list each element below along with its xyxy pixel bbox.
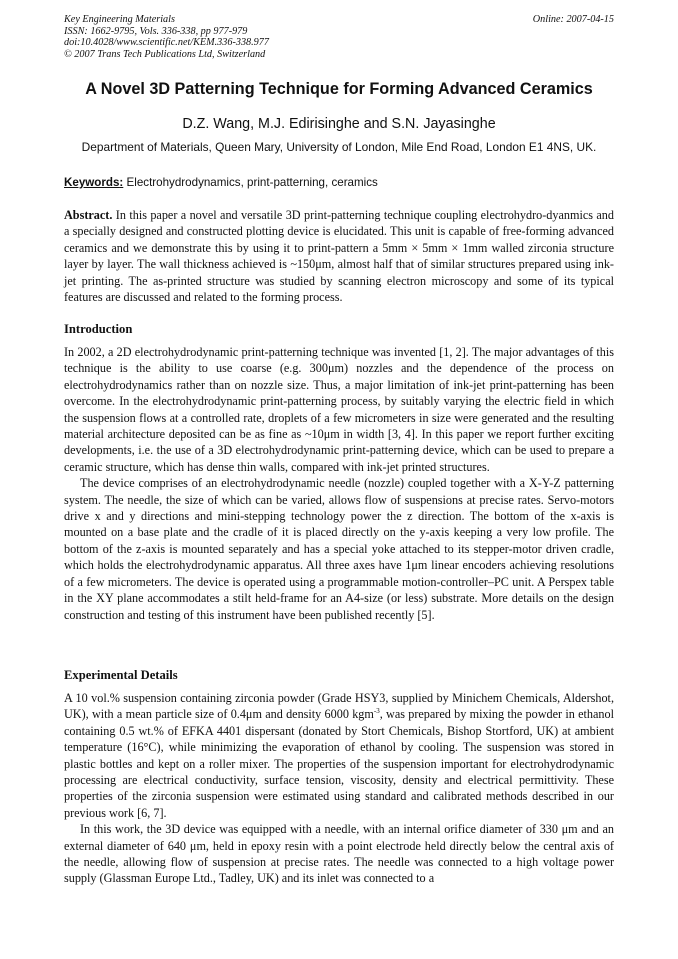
abstract <box>64 207 614 305</box>
introduction-body <box>64 344 614 623</box>
experimental-paragraph-2: In this work, the 3D device was equipped with a needle, with an internal orifice diameter of 330 μm and an external diameter of 640 μm, held in epoxy resin with a point electrode held directly below the central axis of the needle, allowing flow of suspension at precise rates. The needle was connected to a high voltage power supply (Glassman Europe Ltd., Tadley, UK) and its inlet was connected to a <box>64 822 614 886</box>
journal-name: Key Engineering Materials <box>64 14 175 25</box>
author-list: D.Z. Wang, M.J. Edirisinghe and S.N. Jayasinghe <box>182 116 496 132</box>
experimental-heading: Experimental Details <box>64 668 178 682</box>
introduction-paragraph-2: The device comprises of an electrohydrodynamic needle (nozzle) coupled together with a X-Y-Z patterning system. The needle, the size of which can be varied, allows flow of suspensions at precise rates. Servo-motors drive x and y directions and mini-stepping technology power the z direction. The bottom of the x-axis is mounted on a base plate and the cradle of it is placed directly on the y-axis keeping a very low profile. The bottom of the z-axis is mounted separately and has a special yoke attached to its stepper-motor driven cradle, which holds the electrohydrodynamic apparatus. All three axes have 1μm linear encoders achieving resolutions of a few micrometers. The device is operated using a programmable motion-controller–PC unit. A Perspex table in the XY plane accommodates a stilt held-frame for an A4-size (or less) substrate. More details on the design construction and testing of this instrument have been published recently [5]. <box>64 476 614 622</box>
unit-superscript: -3 <box>373 707 380 716</box>
experimental-p1-part-a: A 10 vol.% suspension containing zirconia powder (Grade HSY3, supplied by Minichem Chemicals, Aldershot, UK), with a mean particle size of 0.4μm and density 6000 kgm <box>64 691 614 722</box>
affiliation: Department of Materials, Queen Mary, University of London, Mile End Road, London E1 4NS, UK. <box>81 140 597 154</box>
doi-line: doi:10.4028/www.scientific.net/KEM.336-338.977 <box>64 37 269 48</box>
online-date: Online: 2007-04-15 <box>532 14 614 25</box>
keywords-label: Keywords <box>64 176 120 189</box>
keywords-line <box>64 176 614 189</box>
experimental-paragraph-1 <box>64 690 614 821</box>
experimental-p1-part-b: , was prepared by mixing the powder in ethanol containing 0.5 wt.% of EFKA 4401 dispersant (donated by Stort Chemicals, Bishop Stortford, UK) at ambient temperature (16°C), while minimizing the evaporation of ethanol by cooling. The suspension was stored in plastic bottles and kept on a roller mixer. The properties of the suspension important for electrohydrodynamic processing are electrical conductivity, surface tension, viscosity, density and electrical permittivity. These properties of the zirconia suspension were estimated using standard and calibrated methods described in our previous work [6, 7]. <box>64 707 614 820</box>
paper-title: A Novel 3D Patterning Technique for Forming Advanced Ceramics <box>85 80 593 98</box>
abstract-label: Abstract. <box>64 208 113 222</box>
abstract-text: In this paper a novel and versatile 3D print-patterning technique coupling electrohydro-dyanmics and a specially designed and constructed plotting device is elucidated. This unit is capable of free-forming advanced ceramics and we demonstrate this by using it to print-pattern a 5mm × 5mm × 1mm walled zirconia structure layer by layer. The wall thickness achieved is ~150μm, almost half that of similar structures prepared using ink-jet printing. The as-printed structure was studied by scanning electron microscopy and some of its typical features are discussed and related to the forming process. <box>64 208 614 305</box>
keywords-text: Electrohydrodynamics, print-patterning, ceramics <box>126 176 378 189</box>
keywords-colon: : <box>119 176 124 189</box>
issn-line: ISSN: 1662-9795, Vols. 336-338, pp 977-979 <box>64 25 248 37</box>
paper-page <box>64 0 614 959</box>
journal-header <box>64 14 484 60</box>
copyright-line: © 2007 Trans Tech Publications Ltd, Switzerland <box>64 48 266 60</box>
introduction-heading: Introduction <box>64 322 133 336</box>
experimental-body <box>64 690 614 887</box>
introduction-paragraph-1: In 2002, a 2D electrohydrodynamic print-patterning technique was invented [1, 2]. The major advantages of this technique is the ability to use coarse (e.g. 300μm) nozzles and the dependence of the process on electrohydrodynamics rather than on nozzle size. Thus, a major limitation of ink-jet print-patterning has been overcome. In the electrohydrodynamic print-patterning process, by suitably varying the electric field in which the suspension flows at a controlled rate, droplets of a few micrometers in size were generated and the resulting material architecture deposited can be as fine as ~10μm in width [3, 4]. In this paper we report further exciting developments, i.e. the use of a 3D electrohydrodynamic print-patterning device, which can be used to prepare a ceramic structure, which has dense thin walls, compared with ink-jet printed structures. <box>64 345 614 474</box>
